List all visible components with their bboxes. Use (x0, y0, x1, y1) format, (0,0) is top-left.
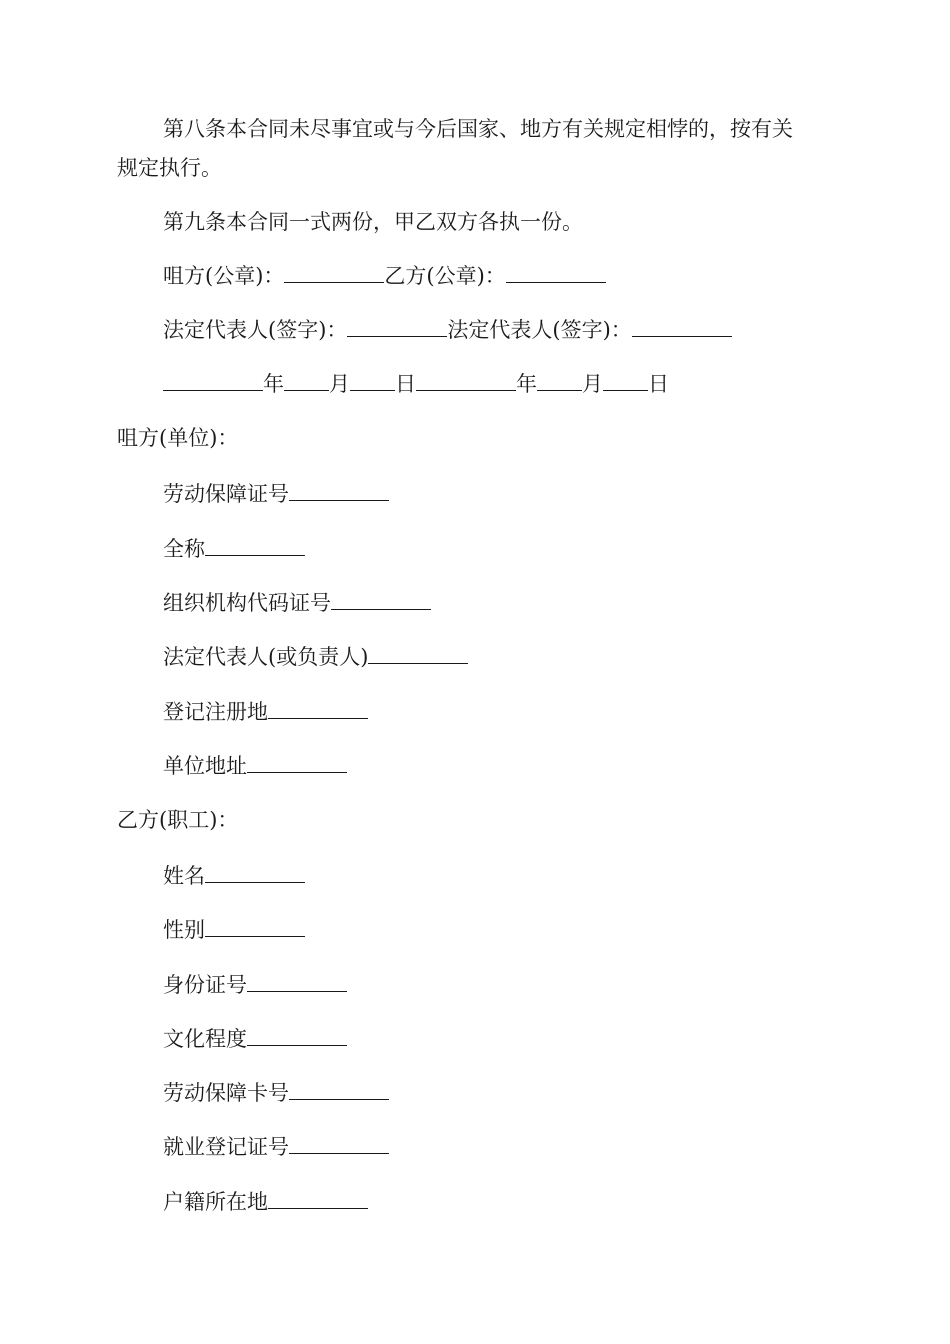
date-b-year-blank[interactable] (416, 368, 516, 391)
date-b-year-label: 年 (516, 372, 537, 396)
field-blank[interactable] (268, 1186, 368, 1209)
date-b-day-blank[interactable] (603, 368, 648, 391)
date-a-month-label: 月 (329, 372, 350, 396)
field-label: 姓名 (163, 864, 205, 888)
field-label: 全称 (163, 537, 205, 561)
date-a-year-blank[interactable] (163, 368, 263, 391)
field-blank[interactable] (205, 860, 305, 883)
date-line (163, 368, 669, 400)
field-blank[interactable] (289, 1131, 389, 1154)
party-b-gender-field (163, 914, 305, 946)
field-label: 劳动保障卡号 (163, 1081, 289, 1105)
field-label: 登记注册地 (163, 700, 268, 724)
field-blank[interactable] (247, 750, 347, 773)
field-label: 劳动保障证号 (163, 482, 289, 506)
field-blank[interactable] (289, 1077, 389, 1100)
article-8-line-1: 第八条本合同未尽事宜或与今后国家、地方有关规定相悖的，按有关 (163, 117, 793, 141)
rep-b-label: 法定代表人(签字)： (447, 318, 632, 342)
party-b-seal-blank[interactable] (506, 260, 606, 283)
field-label: 文化程度 (163, 1027, 247, 1051)
date-a-day-blank[interactable] (350, 368, 395, 391)
rep-b-blank[interactable] (632, 314, 732, 337)
party-b-id-field (163, 969, 347, 1001)
seal-line (163, 260, 606, 292)
field-label: 性别 (163, 918, 205, 942)
rep-a-label: 法定代表人(签字)： (163, 318, 348, 342)
field-blank[interactable] (268, 696, 368, 719)
field-blank[interactable] (368, 641, 468, 664)
field-label: 组织机构代码证号 (163, 591, 331, 615)
party-b-heading: 乙方(职工)： (117, 808, 239, 832)
party-b-seal-label: 乙方(公章)： (384, 264, 506, 288)
field-label: 户籍所在地 (163, 1190, 268, 1214)
party-b-name-field (163, 860, 305, 892)
party-b-employment-reg-field (163, 1131, 389, 1163)
party-a-seal-label: 咀方(公章)： (163, 264, 285, 288)
date-b-month-label: 月 (582, 372, 603, 396)
party-a-labor-cert-field (163, 478, 389, 510)
article-8-line-2: 规定执行。 (117, 156, 222, 180)
party-a-org-code-field (163, 587, 431, 619)
field-blank[interactable] (205, 533, 305, 556)
party-b-education-field (163, 1023, 347, 1055)
rep-a-blank[interactable] (347, 314, 447, 337)
field-blank[interactable] (289, 478, 389, 501)
party-a-heading: 咀方(单位)： (117, 426, 239, 450)
field-label: 身份证号 (163, 973, 247, 997)
field-label: 单位地址 (163, 754, 247, 778)
party-a-legal-rep-field (163, 641, 468, 673)
date-b-day-label: 日 (648, 372, 669, 396)
party-a-seal-blank[interactable] (284, 260, 384, 283)
representative-line (163, 314, 732, 346)
field-blank[interactable] (247, 1023, 347, 1046)
field-label: 就业登记证号 (163, 1135, 289, 1159)
date-a-day-label: 日 (395, 372, 416, 396)
field-label: 法定代表人(或负责人) (163, 645, 369, 669)
field-blank[interactable] (331, 587, 431, 610)
field-blank[interactable] (247, 969, 347, 992)
article-9: 第九条本合同一式两份，甲乙双方各执一份。 (163, 210, 583, 234)
date-b-month-blank[interactable] (537, 368, 582, 391)
date-a-year-label: 年 (263, 372, 284, 396)
party-b-labor-card-field (163, 1077, 389, 1109)
party-a-full-name-field (163, 533, 305, 565)
field-blank[interactable] (205, 914, 305, 937)
date-a-month-blank[interactable] (284, 368, 329, 391)
party-b-household-field (163, 1186, 368, 1218)
party-a-reg-place-field (163, 696, 368, 728)
party-a-address-field (163, 750, 347, 782)
